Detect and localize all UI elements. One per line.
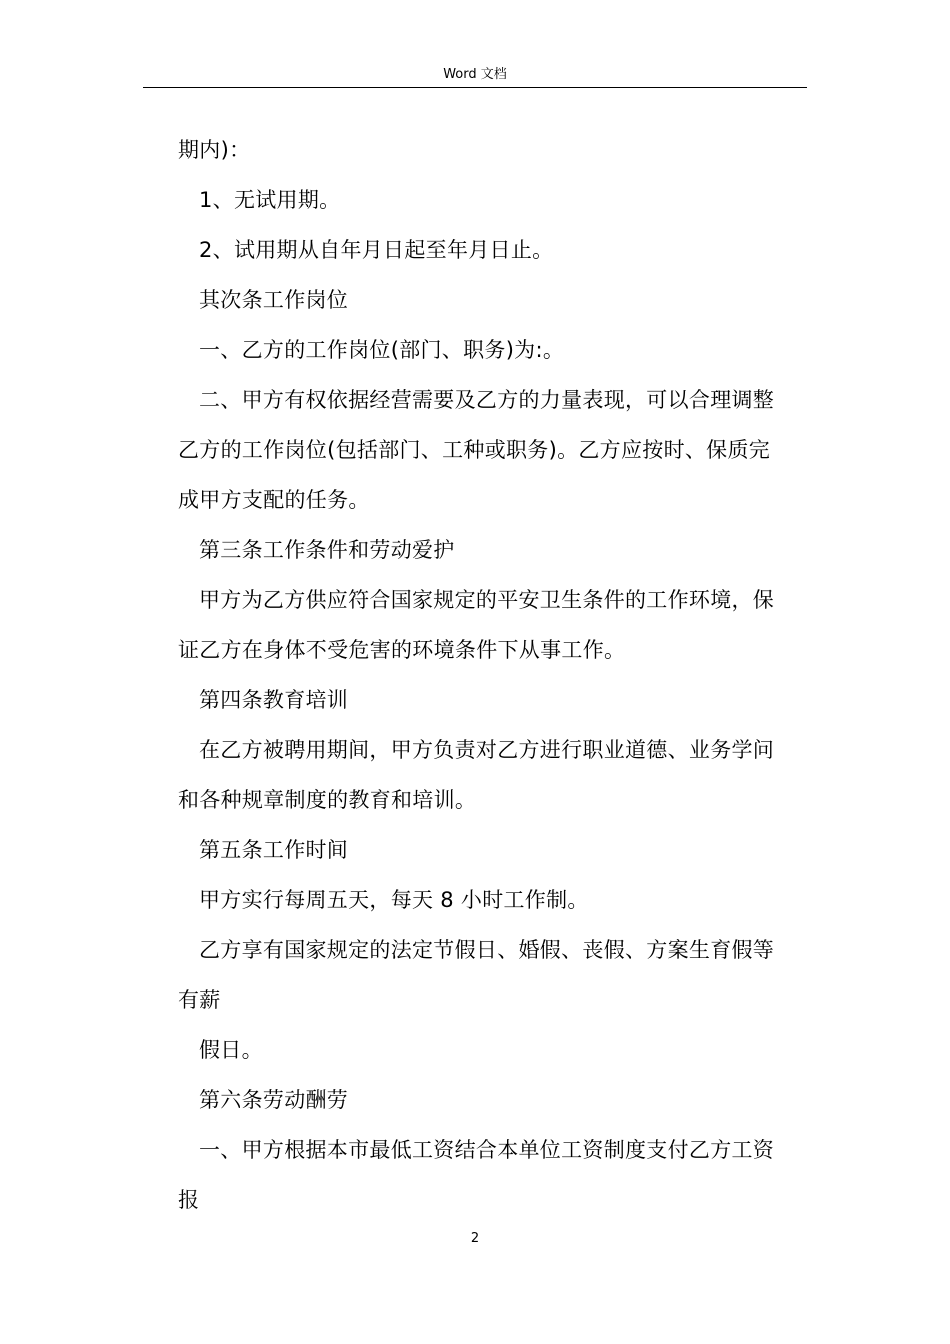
text-line: 二、甲方有权依据经营需要及乙方的力量表现，可以合理调整 bbox=[199, 388, 775, 412]
text-line: 证乙方在身体不受危害的环境条件下从事工作。 bbox=[178, 638, 626, 662]
text-line: 有薪 bbox=[178, 988, 221, 1012]
text-line: 甲方实行每周五天，每天 8 小时工作制。 bbox=[199, 888, 589, 912]
text-line: 一、乙方的工作岗位(部门、职务)为:。 bbox=[199, 338, 565, 362]
text-line: 成甲方支配的任务。 bbox=[178, 488, 370, 512]
text-line: 乙方享有国家规定的法定节假日、婚假、丧假、方案生育假等 bbox=[199, 938, 775, 962]
text-line: 和各种规章制度的教育和培训。 bbox=[178, 788, 477, 812]
page-number: 2 bbox=[470, 1231, 480, 1246]
text-line: 报 bbox=[178, 1188, 200, 1212]
header-divider bbox=[143, 87, 807, 88]
text-line: 2、试用期从自年月日起至年月日止。 bbox=[199, 238, 554, 262]
text-line: 甲方为乙方供应符合国家规定的平安卫生条件的工作环境，保 bbox=[199, 588, 775, 612]
section-heading: 第六条劳动酬劳 bbox=[199, 1088, 349, 1112]
page-header: Word 文档 bbox=[443, 67, 507, 82]
document-body bbox=[178, 125, 808, 1225]
text-line: 在乙方被聘用期间，甲方负责对乙方进行职业道德、业务学问 bbox=[199, 738, 775, 762]
section-heading: 其次条工作岗位 bbox=[199, 288, 349, 312]
text-line: 一、甲方根据本市最低工资结合本单位工资制度支付乙方工资 bbox=[199, 1138, 775, 1162]
text-line: 1、无试用期。 bbox=[199, 188, 341, 212]
text-line: 假日。 bbox=[199, 1038, 263, 1062]
text-line: 乙方的工作岗位(包括部门、工种或职务)。乙方应按时、保质完 bbox=[178, 438, 771, 462]
section-heading: 第三条工作条件和劳动爱护 bbox=[199, 538, 455, 562]
text-line: 期内)： bbox=[178, 138, 251, 162]
section-heading: 第四条教育培训 bbox=[199, 688, 349, 712]
section-heading: 第五条工作时间 bbox=[199, 838, 349, 862]
